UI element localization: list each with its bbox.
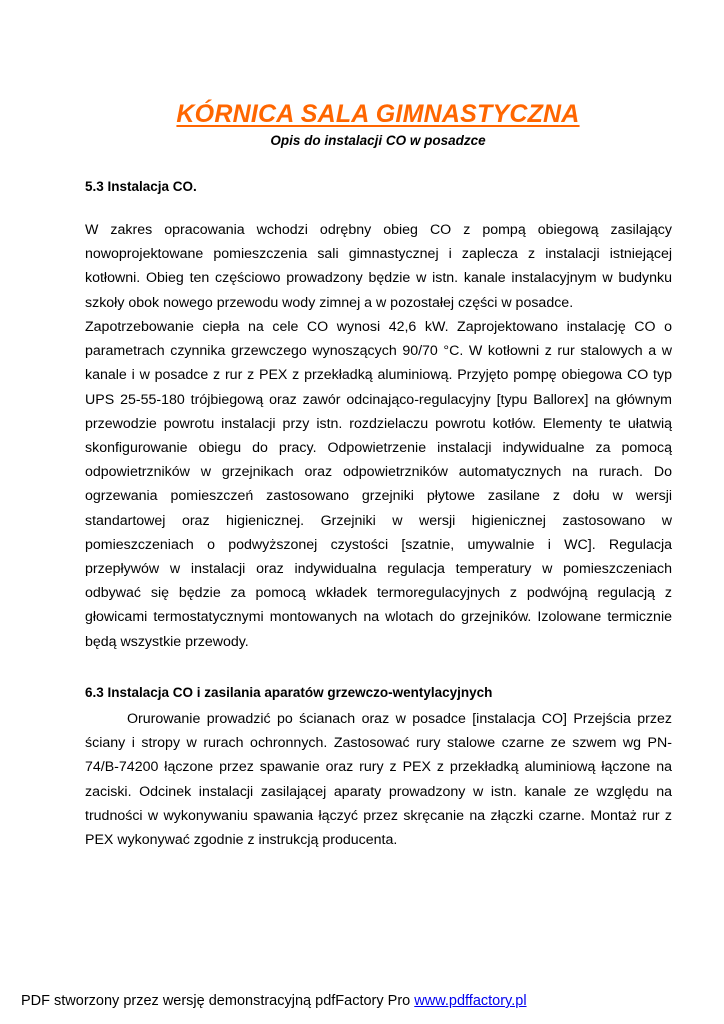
section-6-3-paragraph-1: Orurowanie prowadzić po ścianach oraz w posadce [instalacja CO] Przejścia przez ściany i stropy w rurach ochronnych. Zastosować rury stalowe czarne ze szwem wg PN-74/B-74200 łączone przez spawanie oraz rury z PEX z przekładką aluminiową łączone na zaciski. Odcinek instalacji zasilającej aparaty prowadzony w istn. kanale ze względu na trudności w wykonywaniu spawania łączyć przez skręcanie na złączki czarne. Montaż rur z PEX wykonywać zgodnie z instrukcją producenta. bbox=[85, 711, 672, 849]
section-heading-6-3: 6.3 Instalacja CO i zasilania aparatów grzewczo-wentylacyjnych bbox=[85, 685, 493, 700]
pdf-watermark-footer bbox=[21, 993, 527, 1009]
document-subtitle: Opis do instalacji CO w posadzce bbox=[270, 133, 486, 148]
section-5-3-paragraph-2: Zapotrzebowanie ciepła na cele CO wynosi 42,6 kW. Zaprojektowano instalację CO o parametrach czynnika grzewczego wynoszących 90/70 °C. W kotłowni z rur stalowych a w kanale i w posadce z rur z PEX z przekładką aluminiową. Przyjęto pompę obiegowa CO typ UPS 25-55-180 trójbiegową oraz zawór odcinająco-regulacyjny [typu Ballorex] na głównym przewodzie powrotu instalacji przy istn. rozdzielaczu powrotu kotłów. Elementy te ułatwią skonfigurowanie obiegu do pracy. Odpowietrzenie instalacji indywidualne za pomocą odpowietrzników w grzejnikach oraz odpowietrzników automatycznych na rurach. Do ogrzewania pomieszczeń zastosowano grzejniki płytowe zasilane z dołu w wersji standartowej oraz higienicznej. Grzejniki w wersji higienicznej zastosowano w pomieszczeniach o podwyższonej czystości [szatnie, umywalnie i WC]. Regulacja przepływów w instalacji oraz indywidualna regulacja temperatury w pomieszczeniach odbywać się będzie za pomocą wkładek termoregulacyjnych z podwójną regulacją z głowicami termostatycznymi montowanych na wlotach do grzejników. Izolowane termicznie będą wszystkie przewody. bbox=[85, 319, 672, 650]
pdffactory-link[interactable]: www.pdffactory.pl bbox=[414, 993, 527, 1009]
section-heading-5-3: 5.3 Instalacja CO. bbox=[85, 179, 197, 194]
section-5-3-paragraph-1: W zakres opracowania wchodzi odrębny obieg CO z pompą obiegową zasilający nowoprojektowane pomieszczenia sali gimnastycznej i zaplecza z instalacji istniejącej kotłowni. Obieg ten częściowo prowadzony będzie w istn. kanale instalacyjnym w budynku szkoły obok nowego przewodu wody zimnej a w pozostałej części w posadce. bbox=[85, 222, 672, 311]
footer-text: PDF stworzony przez wersję demonstracyjną pdfFactory Pro bbox=[21, 993, 415, 1009]
document-title: KÓRNICA SALA GIMNASTYCZNA bbox=[176, 100, 580, 128]
